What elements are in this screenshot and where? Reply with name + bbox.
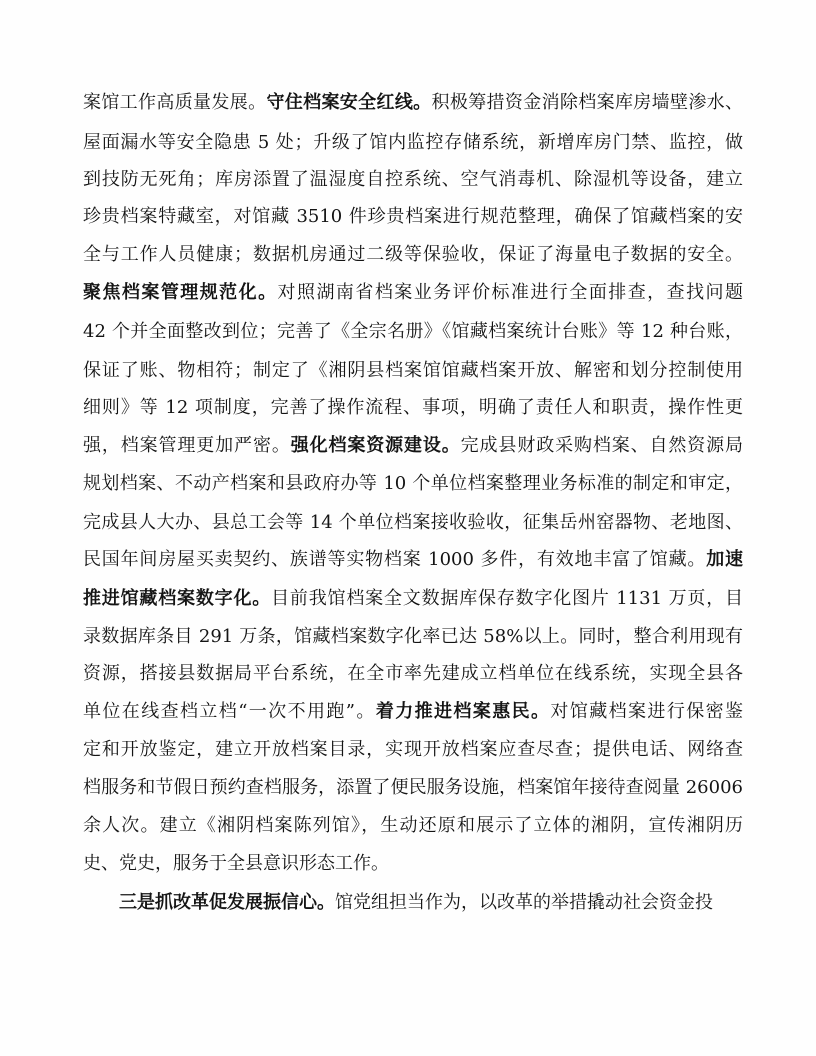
body-text-run: 细则》等 12 项制度，完善了操作流程、事项，明确了责任人和职责，操作性更 bbox=[83, 397, 743, 418]
body-text-run: 屋面漏水等安全隐患 5 处；升级了馆内监控存储系统，新增库房门禁、监控，做 bbox=[83, 132, 743, 153]
text-line bbox=[83, 775, 743, 801]
text-line bbox=[83, 586, 743, 612]
text-line bbox=[119, 890, 743, 916]
body-text-run: 单位在线查档立档“一次不用跑”。 bbox=[83, 701, 376, 722]
bold-heading-text: 聚焦档案管理规范化。 bbox=[83, 282, 278, 303]
body-text-run: 对馆藏档案进行保密鉴 bbox=[550, 701, 744, 722]
text-line bbox=[83, 510, 743, 536]
text-line bbox=[83, 358, 743, 384]
bold-heading-text: 强化档案资源建设。 bbox=[290, 435, 461, 456]
bold-heading-text: 三是抓改革促发展振信心。 bbox=[119, 892, 335, 913]
text-line bbox=[83, 130, 743, 156]
body-text-run: 珍贵档案特藏室，对馆藏 3510 件珍贵档案进行规范整理，确保了馆藏档案的安 bbox=[83, 206, 743, 227]
body-text-run: 完成县人大办、县总工会等 14 个单位档案接收验收，征集岳州窑器物、老地图、 bbox=[83, 512, 743, 533]
body-text-run: 强，档案管理更加严密。 bbox=[83, 435, 291, 456]
text-line bbox=[83, 737, 743, 763]
text-line bbox=[83, 280, 743, 306]
bold-heading-text: 守住档案安全红线。 bbox=[266, 92, 432, 113]
bold-heading-text: 推进馆藏档案数字化。 bbox=[83, 588, 272, 609]
body-text-run: 保证了账、物相符；制定了《湘阴县档案馆馆藏档案开放、解密和划分控制使用 bbox=[83, 360, 743, 381]
text-line bbox=[83, 204, 743, 230]
body-text-run: 42 个并全面整改到位；完善了《全宗名册》《馆藏档案统计台账》等 12 种台账， bbox=[83, 321, 743, 342]
text-line bbox=[83, 167, 743, 193]
text-line bbox=[83, 242, 743, 268]
bold-heading-text: 加速 bbox=[706, 549, 744, 570]
text-line bbox=[83, 395, 743, 421]
text-line bbox=[83, 547, 743, 573]
body-text-run: 史、党史，服务于全县意识形态工作。 bbox=[83, 853, 389, 874]
text-line bbox=[83, 471, 743, 497]
text-line bbox=[83, 624, 743, 650]
text-line bbox=[83, 813, 743, 839]
body-text-run: 全与工作人员健康；数据机房通过二级等保验收，保证了海量电子数据的安全。 bbox=[83, 244, 743, 265]
body-text-run: 资源，搭接县数据局平台系统，在全市率先建成立档单位在线系统，实现全县各 bbox=[83, 663, 743, 684]
body-text-run: 录数据库条目 291 万条，馆藏档案数字化率已达 58%以上。同时，整合利用现有 bbox=[83, 626, 743, 647]
text-line bbox=[83, 699, 743, 725]
body-text-run: 对照湖南省档案业务评价标准进行全面排查，查找问题 bbox=[277, 282, 743, 303]
body-text-run: 到技防无死角；库房添置了温湿度自控系统、空气消毒机、除湿机等设备，建立 bbox=[83, 169, 743, 190]
text-line bbox=[83, 661, 743, 687]
body-text-run: 规划档案、不动产档案和县政府办等 10 个单位档案整理业务标准的制定和审定， bbox=[83, 473, 743, 494]
text-line bbox=[83, 319, 743, 345]
bold-heading-text: 着力推进档案惠民。 bbox=[375, 701, 551, 722]
body-text-run: 定和开放鉴定，建立开放档案目录，实现开放档案应查尽查；提供电话、网络查 bbox=[83, 739, 743, 760]
body-text-run: 完成县财政采购档案、自然资源局 bbox=[460, 435, 744, 456]
body-text-run: 民国年间房屋买卖契约、族谱等实物档案 1000 多件，有效地丰富了馆藏。 bbox=[83, 549, 707, 570]
body-text-run: 馆党组担当作为，以改革的举措撬动社会资金投 bbox=[335, 892, 713, 913]
body-text-run: 余人次。建立《湘阴档案陈列馆》，生动还原和展示了立体的湘阴，宣传湘阴历 bbox=[83, 815, 743, 836]
body-text-run: 案馆工作高质量发展。 bbox=[83, 92, 267, 113]
text-line bbox=[83, 851, 743, 877]
body-text-run: 目前我馆档案全文数据库保存数字化图片 1131 万页，目 bbox=[271, 588, 744, 609]
text-line bbox=[83, 433, 743, 459]
text-line bbox=[83, 90, 743, 116]
body-text-run: 积极筹措资金消除档案库房墙壁渗水、 bbox=[431, 92, 744, 113]
body-text-run: 档服务和节假日预约查档服务，添置了便民服务设施，档案馆年接待查阅量 26006 bbox=[83, 777, 743, 798]
